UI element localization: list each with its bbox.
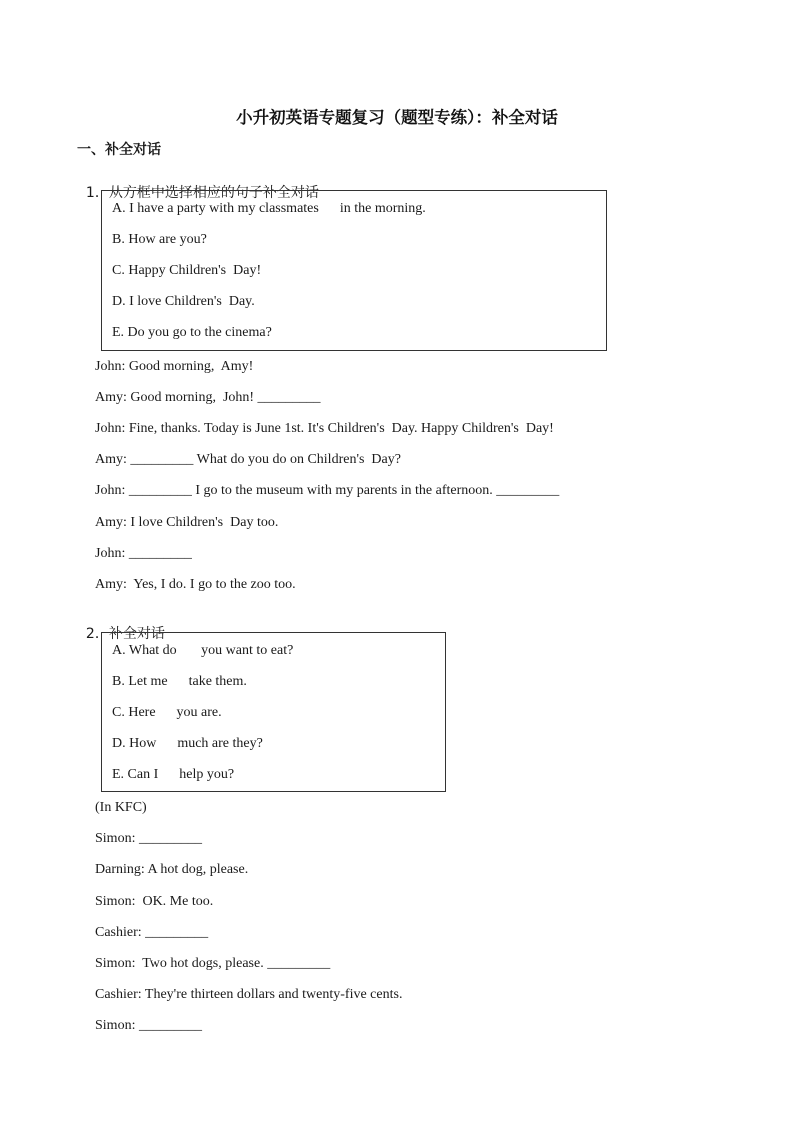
section-heading: 一、补全对话 — [77, 142, 161, 158]
q2-option-a: A. What do you want to eat? — [112, 643, 294, 658]
q1-option-b: B. How are you? — [112, 232, 207, 247]
question-2-prompt: 补全对话 — [108, 626, 165, 642]
q2-dialogue-line-1: (In KFC) — [95, 800, 147, 815]
q1-dialogue-line-1: John: Good morning, Amy! — [95, 359, 254, 374]
question-1-prompt: 从方框中选择相应的句子补全对话 — [108, 185, 319, 201]
question-1-options-box — [101, 190, 607, 351]
q1-option-c: C. Happy Children's Day! — [112, 263, 262, 278]
q1-dialogue-line-8: Amy: Yes, I do. I go to the zoo too. — [95, 577, 296, 592]
q2-dialogue-line-4: Simon: OK. Me too. — [95, 894, 214, 909]
question-2-options-box — [101, 632, 446, 792]
q1-option-a: A. I have a party with my classmates in the morning. — [112, 201, 426, 216]
q2-dialogue-line-5: Cashier: _________ — [95, 925, 209, 940]
page-title: 小升初英语专题复习（题型专练）：补全对话 — [236, 108, 558, 127]
q1-dialogue-line-3: John: Fine, thanks. Today is June 1st. It's Children's Day. Happy Children's Day! — [95, 421, 554, 436]
q2-dialogue-line-3: Darning: A hot dog, please. — [95, 862, 249, 877]
q1-dialogue-line-7: John: _________ — [95, 546, 192, 561]
q2-dialogue-line-2: Simon: _________ — [95, 831, 202, 846]
q2-option-b: B. Let me take them. — [112, 674, 247, 689]
q1-option-d: D. I love Children's Day. — [112, 294, 255, 309]
q1-dialogue-line-4: Amy: _________ What do you do on Children's Day? — [95, 452, 401, 467]
question-2-number: 2． — [85, 626, 109, 642]
q2-option-c: C. Here you are. — [112, 705, 222, 720]
q1-dialogue-line-6: Amy: I love Children's Day too. — [95, 515, 279, 530]
q1-dialogue-line-5: John: _________ I go to the museum with my parents in the afternoon. _________ — [95, 483, 560, 498]
q2-dialogue-line-7: Cashier: They're thirteen dollars and twenty-five cents. — [95, 987, 403, 1002]
q2-dialogue-line-8: Simon: _________ — [95, 1018, 202, 1033]
q1-dialogue-line-2: Amy: Good morning, John! _________ — [95, 390, 321, 405]
q2-option-d: D. How much are they? — [112, 736, 263, 751]
q2-dialogue-line-6: Simon: Two hot dogs, please. _________ — [95, 956, 331, 971]
q1-option-e: E. Do you go to the cinema? — [112, 325, 272, 340]
q2-option-e: E. Can I help you? — [112, 767, 235, 782]
question-1-number: 1． — [85, 185, 109, 201]
